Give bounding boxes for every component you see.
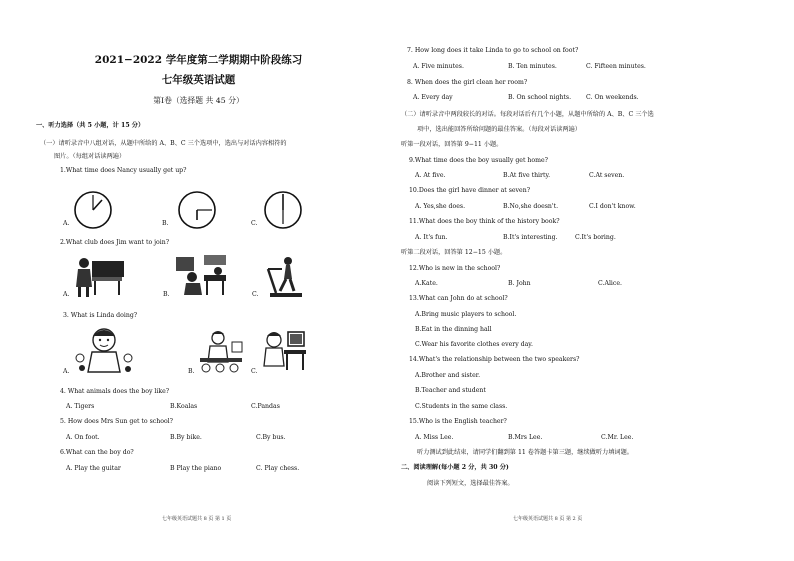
- question-2: 2.What club does Jim want to join?: [60, 239, 170, 246]
- question-5: 5. How does Mrs Sun get to school?: [60, 418, 173, 425]
- q4-option-a[interactable]: A. Tigers: [66, 403, 95, 410]
- option-c-label: C.: [251, 368, 258, 375]
- girl-at-computer-picture: [260, 326, 308, 374]
- question-14: 14.What's the relationship between the two speakers?: [409, 356, 580, 363]
- q12-option-b[interactable]: B. John: [508, 280, 531, 287]
- section2-instruction-line2: 项中，选出能回答所给问题的最佳答案。（每段对话读两遍）: [417, 126, 581, 133]
- part1-heading: 一、听力选择（共 5 小题，计 15 分）: [36, 122, 145, 129]
- reading-instruction: 阅读下列短文，选择最佳答案。: [427, 480, 514, 487]
- q7-option-c[interactable]: C. Fifteen minutes.: [586, 63, 646, 70]
- question-9: 9.What time does the boy usually get home?: [409, 157, 548, 164]
- q8-option-b[interactable]: B. On school nights.: [508, 94, 572, 101]
- question-12: 12.Who is new in the school?: [409, 265, 501, 272]
- q14-option-c[interactable]: C.Students in the same class.: [415, 403, 508, 410]
- clock-icon-a: [73, 190, 113, 230]
- question-6: 6.What can the boy do?: [60, 449, 134, 456]
- page-footer: 七年级英语试题共 8 页 第 1 页: [162, 516, 232, 522]
- q6-option-c[interactable]: C. Play chess.: [256, 465, 300, 472]
- girl-with-flowers-picture: [74, 324, 136, 374]
- right-page: [397, 0, 794, 561]
- listening-end-note: 听力测试到此结束，请同学们翻到第 11 卷答题卡第三题，继续做听力填词题。: [417, 449, 633, 456]
- question-10: 10.Does the girl have dinner at seven?: [409, 187, 531, 194]
- q10-option-b[interactable]: B.No,she doesn't.: [503, 203, 559, 210]
- q5-option-b[interactable]: B.By bike.: [170, 434, 202, 441]
- volume-heading: 第Ⅰ卷（选择题 共 45 分）: [153, 96, 244, 105]
- q13-option-a[interactable]: A.Bring music players to school.: [415, 311, 517, 318]
- option-c-label: C.: [252, 291, 259, 298]
- clock-icon-c: [263, 190, 303, 230]
- q15-option-a[interactable]: A. Miss Lee.: [415, 434, 454, 441]
- q8-option-a[interactable]: A. Every day: [413, 94, 453, 101]
- q13-option-c[interactable]: C.Wear his favorite clothes every day.: [415, 341, 533, 348]
- exam-title: 2021−2022 学年度第二学期期中阶段练习: [94, 54, 303, 66]
- option-b-label: B.: [188, 368, 195, 375]
- treadmill-runner-picture: [262, 255, 304, 299]
- part2-heading: 二、阅读理解(每小题 2 分，共 30 分): [401, 464, 509, 471]
- girl-cooking-picture: [196, 328, 246, 374]
- music-room-picture: [174, 253, 230, 299]
- piano-player-picture: [72, 253, 128, 299]
- exam-subtitle: 七年级英语试题: [161, 74, 236, 86]
- section1-instruction-line2: 图片。（每组对话读两遍）: [54, 153, 126, 160]
- option-b-label: B.: [162, 220, 169, 227]
- q10-option-a[interactable]: A. Yes,she does.: [415, 203, 466, 210]
- clock-icon-b: [177, 190, 217, 230]
- q12-option-a[interactable]: A.Kate.: [415, 280, 438, 287]
- q10-option-c[interactable]: C.I don't know.: [589, 203, 636, 210]
- q7-option-a[interactable]: A. Five minutes.: [413, 63, 464, 70]
- question-3: 3. What is Linda doing?: [63, 312, 138, 319]
- question-15: 15.Who is the English teacher?: [409, 418, 507, 425]
- question-7: 7. How long does it take Linda to go to school on foot?: [407, 47, 579, 54]
- question-8: 8. When does the girl clean her room?: [407, 79, 528, 86]
- q14-option-b[interactable]: B.Teacher and student: [415, 387, 486, 394]
- option-c-label: C.: [251, 220, 258, 227]
- q15-option-c[interactable]: C.Mr. Lee.: [601, 434, 634, 441]
- q14-option-a[interactable]: A.Brother and sister.: [415, 372, 481, 379]
- q11-option-c[interactable]: C.It's boring.: [575, 234, 616, 241]
- option-a-label: A.: [63, 220, 70, 227]
- dialogue1-heading: 听第一段对话，回答第 9−11 小题。: [401, 141, 503, 148]
- q12-option-c[interactable]: C.Alice.: [598, 280, 623, 287]
- dialogue2-heading: 听第二段对话，回答第 12−15 小题。: [401, 249, 507, 256]
- question-11: 11.What does the boy think of the history book?: [409, 218, 560, 225]
- q4-option-c[interactable]: C.Pandas: [251, 403, 280, 410]
- q6-option-b[interactable]: B Play the piano: [170, 465, 222, 472]
- q6-option-a[interactable]: A. Play the guitar: [66, 465, 121, 472]
- q5-option-a[interactable]: A. On foot.: [66, 434, 100, 441]
- q7-option-b[interactable]: B. Ten minutes.: [508, 63, 557, 70]
- question-13: 13.What can John do at school?: [409, 295, 508, 302]
- option-b-label: B.: [163, 291, 170, 298]
- section2-instruction-line1: （二）请听录音中两段较长的对话。每段对话后有几个小题，从题中所给的 A、B、C 三个选: [401, 111, 654, 118]
- q13-option-b[interactable]: B.Eat in the dinning hall: [415, 326, 492, 333]
- q11-option-b[interactable]: B.It's interesting.: [503, 234, 558, 241]
- section1-instruction-line1: （一）请听录音中八组对话，从题中所给的 A、B、C 三个选项中，选出与对话内容相符的: [40, 140, 287, 147]
- q4-option-b[interactable]: B.Koalas: [170, 403, 198, 410]
- page-footer: 七年级英语试题共 8 页 第 2 页: [513, 516, 583, 522]
- q15-option-b[interactable]: B.Mrs Lee.: [508, 434, 543, 441]
- question-4: 4. What animals does the boy like?: [60, 388, 170, 395]
- q9-option-c[interactable]: C.At seven.: [589, 172, 625, 179]
- q8-option-c[interactable]: C. On weekends.: [586, 94, 639, 101]
- q9-option-b[interactable]: B.At five thirty.: [503, 172, 551, 179]
- q11-option-a[interactable]: A. It's fun.: [415, 234, 448, 241]
- option-a-label: A.: [63, 291, 70, 298]
- q5-option-c[interactable]: C.By bus.: [256, 434, 286, 441]
- question-1: 1.What time does Nancy usually get up?: [60, 167, 187, 174]
- q9-option-a[interactable]: A. At five.: [415, 172, 446, 179]
- option-a-label: A.: [63, 368, 70, 375]
